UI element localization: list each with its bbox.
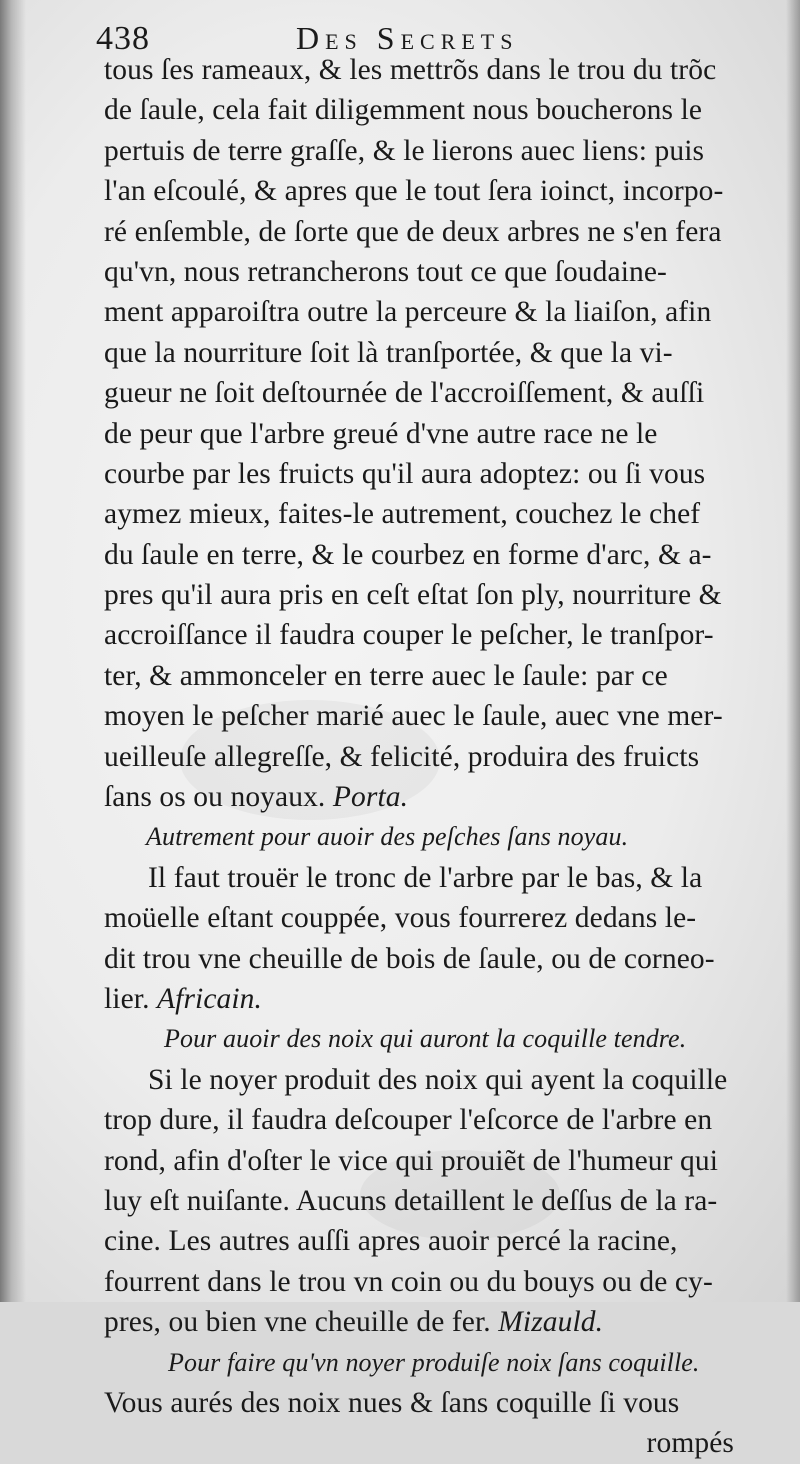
line-text: Vous aurés des noix nues & ſans coquille ſi vous (104, 1386, 680, 1419)
line-text: Autrement pour auoir des peſches ſans noyau. (146, 822, 629, 852)
text-line (104, 656, 764, 696)
source-attribution: Africain. (157, 982, 263, 1015)
text-line (104, 696, 764, 736)
text-line (104, 939, 764, 979)
text-line (104, 1383, 764, 1423)
text-line (104, 252, 764, 292)
text-line (104, 979, 764, 1019)
text-line (104, 535, 764, 575)
text-line (104, 212, 764, 252)
line-text: rompés (646, 1427, 734, 1460)
line-text: l'an eſcoulé, & apres que le tout ſera ioinct, incorpo- (104, 175, 724, 208)
line-text: aymez mieux, faites-le autrement, couchez le chef (104, 498, 701, 531)
line-text: moüelle eſtant couppée, vous fourrerez dedans le- (104, 902, 697, 935)
line-text: qu'vn, nous retrancherons tout ce que ſoudaine- (104, 255, 667, 288)
text-line (104, 777, 764, 817)
line-text: courbe par les fruicts qu'il aura adoptez: ou ſi vous (104, 457, 706, 490)
page-gutter-shadow (0, 0, 26, 1302)
source-attribution: Mizauld. (498, 1306, 604, 1339)
text-line (104, 373, 764, 413)
line-text: accroiſſance il faudra couper le peſcher, le tranſpor- (104, 619, 714, 652)
line-text: cine. Les autres auſſi apres auoir percé la racine, (104, 1225, 678, 1258)
section-heading (104, 1019, 764, 1059)
page-edge-shadow (786, 0, 800, 1302)
text-line (104, 1100, 764, 1140)
line-text: pres qu'il aura pris en ceſt eſtat ſon ply, nourriture & (104, 579, 722, 612)
line-text: du ſaule en terre, & le courbez en forme d'arc, & a- (104, 538, 712, 571)
text-line (104, 1302, 764, 1342)
line-text: que la nourriture ſoit là tranſportée, & que la vi- (104, 336, 673, 369)
line-text: de peur que l'arbre greué d'vne autre race ne le (104, 417, 658, 450)
text-line (104, 292, 764, 332)
text-line (104, 90, 764, 130)
section-heading (104, 817, 764, 857)
line-text: lier. (104, 982, 150, 1015)
line-text: rond, afin d'oſter le vice qui prouiẽt de l'humeur qui (104, 1144, 719, 1177)
section-heading (104, 1343, 764, 1383)
line-text: dit trou vne cheuille de bois de ſaule, ou de corneo- (104, 942, 715, 975)
page-number: 438 (96, 20, 150, 57)
line-text: Pour faire qu'vn noyer produiſe noix ſans coquille. (168, 1347, 700, 1377)
text-line (104, 1181, 764, 1221)
line-text: tous ſes rameaux, & les mettrõs dans le trou du trõc (104, 54, 717, 86)
text-line (104, 1221, 764, 1261)
line-text: pertuis de terre graſſe, & le lierons auec liens: puis (104, 134, 705, 167)
line-text: ſans os ou noyaux. (104, 781, 326, 814)
line-text: gueur ne ſoit deſtournée de l'accroiſſement, & auſſi (104, 377, 705, 410)
text-line (104, 171, 764, 211)
line-text: luy eſt nuiſante. Aucuns detaillent le deſſus de la ra- (104, 1184, 718, 1217)
line-text: Si le noyer produit des noix qui ayent la coquille (148, 1063, 728, 1096)
line-text: de ſaule, cela fait diligemment nous boucherons le (104, 94, 703, 127)
text-line (104, 575, 764, 615)
paragraph-first-line (104, 1060, 764, 1100)
text-line (104, 898, 764, 938)
line-text: ter, & ammonceler en terre auec le ſaule: par ce (104, 659, 668, 692)
catchword (104, 1423, 764, 1463)
line-text: ment apparoiſtra outre la perceure & la liaiſon, afin (104, 296, 712, 329)
text-line (104, 1141, 764, 1181)
line-text: Pour auoir des noix qui auront la coquille tendre. (164, 1024, 687, 1054)
text-line (104, 131, 764, 171)
text-line (104, 333, 764, 373)
text-line (104, 454, 764, 494)
line-text: moyen le peſcher marié auec le ſaule, auec vne mer- (104, 700, 723, 733)
line-text: fourrent dans le trou vn coin ou du bouys ou de cy- (104, 1265, 713, 1298)
text-line (104, 737, 764, 777)
line-text: trop dure, il faudra deſcouper l'eſcorce de l'arbre en (104, 1104, 713, 1137)
line-text: pres, ou bien vne cheuille de fer. (104, 1306, 491, 1339)
line-text: ré enſemble, de ſorte que de deux arbres ne s'en fera (104, 215, 722, 248)
source-attribution: Porta. (332, 781, 409, 814)
line-text: Il faut trouër le tronc de l'arbre par le bas, & la (148, 861, 703, 894)
paragraph-first-line (104, 858, 764, 898)
text-line (104, 50, 764, 90)
line-text: ueilleuſe allegreſſe, & felicité, produira des fruicts (104, 740, 700, 773)
running-head: Des Secrets (296, 20, 519, 56)
body-text (104, 50, 764, 1464)
text-line (104, 414, 764, 454)
text-line (104, 494, 764, 534)
text-line (104, 1262, 764, 1302)
text-line (104, 615, 764, 655)
